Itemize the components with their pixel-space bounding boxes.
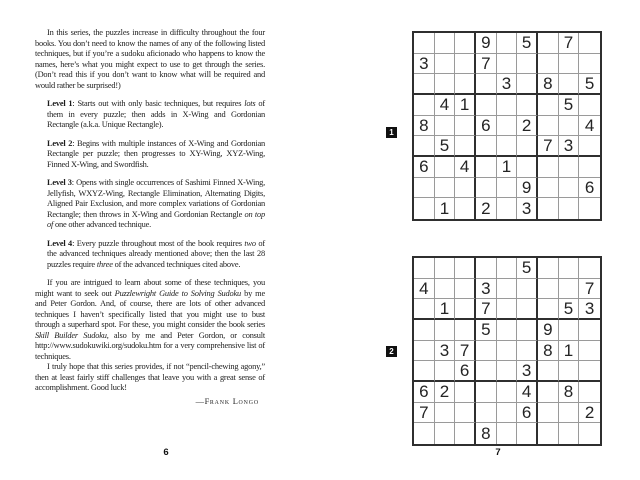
text-segment: of the advanced techniques already mentioned above; then the last 28 puzzles require — [47, 238, 265, 269]
puzzle2-cell-r6c1 — [414, 361, 435, 382]
puzzle2-cell-r3c1 — [414, 299, 435, 320]
puzzle1-cell-r6c1 — [414, 136, 435, 157]
puzzle1-cell-r7c7 — [538, 157, 559, 178]
puzzle2-cell-r6c3: 6 — [455, 361, 476, 382]
puzzle1-cell-r3c4 — [476, 74, 497, 95]
text-segment: : Every puzzle throughout most of the book requires — [72, 238, 245, 248]
puzzle1-cell-r3c3 — [455, 74, 476, 95]
puzzle1-cell-r4c8: 5 — [559, 95, 580, 116]
text-segment: on top of — [47, 209, 265, 229]
puzzle1-cell-r8c1 — [414, 178, 435, 199]
puzzle1-cell-r7c1: 6 — [414, 157, 435, 178]
puzzle2-cell-r8c8 — [559, 403, 580, 424]
puzzle1-cell-r5c9: 4 — [579, 116, 600, 137]
puzzle1-cell-r1c2 — [435, 33, 456, 54]
puzzle2-cell-r8c1: 7 — [414, 403, 435, 424]
puzzle2-cell-r4c1 — [414, 320, 435, 341]
puzzle2-cell-r9c1 — [414, 423, 435, 444]
puzzle1-cell-r2c4: 7 — [476, 54, 497, 75]
puzzle1-cell-r8c7 — [538, 178, 559, 199]
puzzle2-cell-r3c8: 5 — [559, 299, 580, 320]
text-segment: : Begins with multiple instances of X-Wing and Gordonian Rectangle per puzzle; then progresses to XY-Wing, XYZ-Wing, Finned X-Wing, and Swordfish. — [47, 138, 265, 169]
puzzle2-cell-r5c4 — [476, 341, 497, 362]
puzzle2-cell-r5c2: 3 — [435, 341, 456, 362]
puzzle1-cell-r7c2 — [435, 157, 456, 178]
paragraph — [35, 362, 265, 394]
puzzle2-cell-r1c4 — [476, 258, 497, 279]
puzzle1-cell-r8c2 — [435, 178, 456, 199]
puzzle2-cell-r2c6 — [517, 279, 538, 300]
text-segment: Level 1 — [47, 99, 73, 108]
puzzle2-cell-r2c5 — [497, 279, 518, 300]
puzzle1-cell-r2c6 — [517, 54, 538, 75]
puzzle1-cell-r6c6 — [517, 136, 538, 157]
puzzle1-cell-r1c9 — [579, 33, 600, 54]
puzzle1-cell-r1c7 — [538, 33, 559, 54]
puzzle1-cell-r3c9: 5 — [579, 74, 600, 95]
puzzle1-cell-r2c3 — [455, 54, 476, 75]
puzzle2-cell-r4c4: 5 — [476, 320, 497, 341]
puzzle1-cell-r3c6 — [517, 74, 538, 95]
text-segment: In this series, the puzzles increase in difficulty throughout the four books. You don’t need to know the names of any of the following listed techniques, but if you’re a sudoku aficionado who happens to know the names, here’s what you might expect to use to get through the series. (Don’t read this if you don’t want to know what will be required and would rather be surprised!) — [35, 28, 265, 90]
puzzle2-cell-r2c4: 3 — [476, 279, 497, 300]
puzzle2-cell-r1c2 — [435, 258, 456, 279]
puzzle1-cell-r3c5: 3 — [497, 74, 518, 95]
puzzle2-cell-r3c9: 3 — [579, 299, 600, 320]
puzzle2-cell-r6c7 — [538, 361, 559, 382]
puzzle1-cell-r4c5 — [497, 95, 518, 116]
puzzle2-cell-r9c7 — [538, 423, 559, 444]
puzzle2-cell-r2c1: 4 — [414, 279, 435, 300]
puzzle1-cell-r2c1: 3 — [414, 54, 435, 75]
paragraph — [47, 239, 265, 271]
text-segment: I truly hope that this series provides, if not “pencil-chewing agony,” then at least fairly stiff challenges that leave you with a great sense of accomplishment. Good luck! — [35, 362, 265, 392]
puzzle2-cell-r7c3 — [455, 382, 476, 403]
puzzle2-cell-r1c1 — [414, 258, 435, 279]
puzzle2-cell-r3c5 — [497, 299, 518, 320]
puzzle2-cell-r1c7 — [538, 258, 559, 279]
puzzle1-cell-r6c2: 5 — [435, 136, 456, 157]
puzzle1-cell-r5c3 — [455, 116, 476, 137]
text-segment: three — [96, 259, 113, 269]
puzzle2-cell-r6c2 — [435, 361, 456, 382]
puzzle2-cell-r7c8: 8 — [559, 382, 580, 403]
puzzle1-cell-r9c7 — [538, 198, 559, 219]
puzzle1-cell-r9c2: 1 — [435, 198, 456, 219]
puzzle1-cell-r6c4 — [476, 136, 497, 157]
puzzle1-cell-r4c7 — [538, 95, 559, 116]
paragraph — [35, 278, 265, 362]
puzzle1-cell-r5c4: 6 — [476, 116, 497, 137]
text-segment: If you are intrigued to learn about some of these techniques, you might want to seek out — [35, 278, 265, 298]
puzzle1-cell-r4c2: 4 — [435, 95, 456, 116]
puzzle2-cell-r7c1: 6 — [414, 382, 435, 403]
puzzle1-cell-r7c9 — [579, 157, 600, 178]
right-page-number: 7 — [495, 447, 501, 458]
puzzle1-cell-r2c8 — [559, 54, 580, 75]
puzzle1-cell-r4c9 — [579, 95, 600, 116]
puzzle1-cell-r9c8 — [559, 198, 580, 219]
puzzle2-cell-r4c5 — [497, 320, 518, 341]
puzzle2-cell-r4c3 — [455, 320, 476, 341]
puzzle1-cell-r3c2 — [435, 74, 456, 95]
puzzle2-cell-r9c5 — [497, 423, 518, 444]
text-segment: one other advanced technique. — [53, 220, 152, 229]
puzzle1-cell-r2c2 — [435, 54, 456, 75]
puzzle2-cell-r2c2 — [435, 279, 456, 300]
puzzle2-cell-r1c8 — [559, 258, 580, 279]
puzzle2-cell-r9c4: 8 — [476, 423, 497, 444]
puzzle1-cell-r2c9 — [579, 54, 600, 75]
puzzle2-cell-r7c4 — [476, 382, 497, 403]
puzzle1-cell-r5c7 — [538, 116, 559, 137]
puzzle1-cell-r5c5 — [497, 116, 518, 137]
puzzle2-cell-r9c3 — [455, 423, 476, 444]
puzzle2-cell-r1c5 — [497, 258, 518, 279]
puzzle2-cell-r5c5 — [497, 341, 518, 362]
puzzle2-cell-r4c7: 9 — [538, 320, 559, 341]
text-segment: RANK — [209, 399, 231, 406]
puzzle1-cell-r7c8 — [559, 157, 580, 178]
puzzle1-cell-r9c6: 3 — [517, 198, 538, 219]
text-segment: two — [244, 238, 256, 248]
puzzle1-cell-r8c8 — [559, 178, 580, 199]
puzzle2-cell-r5c1 — [414, 341, 435, 362]
puzzle2-cell-r7c6: 4 — [517, 382, 538, 403]
puzzle1-cell-r5c6: 2 — [517, 116, 538, 137]
puzzle2-cell-r4c2 — [435, 320, 456, 341]
puzzle2-cell-r3c3 — [455, 299, 476, 320]
puzzle1-cell-r1c4: 9 — [476, 33, 497, 54]
puzzle2-cell-r2c7 — [538, 279, 559, 300]
puzzle2-cell-r9c8 — [559, 423, 580, 444]
text-segment: of the advanced techniques cited above. — [112, 259, 241, 269]
puzzle2-cell-r7c5 — [497, 382, 518, 403]
text-segment: , also by me and Peter Gordon, or consult http://www.sudokuwiki.org/sudoku.htm for a very comprehensive list of techniques. — [35, 330, 265, 361]
puzzle2-cell-r2c3 — [455, 279, 476, 300]
puzzle1-cell-r3c7: 8 — [538, 74, 559, 95]
author-signature — [35, 397, 265, 409]
text-segment: : Opens with single occurrences of Sashimi Finned X-Wing, Jellyfish, WXYZ-Wing, Rectangle Elimination, Alternating Digits, Aligned Pair Exclusion, and more complex variations of Gordonian Rectangle; then throws in X-Wing and Gordonian Rectangle — [47, 178, 266, 219]
puzzle2-cell-r4c9 — [579, 320, 600, 341]
sudoku-grid-2 — [412, 256, 602, 446]
puzzle1-cell-r9c9 — [579, 198, 600, 219]
text-segment: lots — [244, 99, 256, 108]
puzzle-1-number-badge: 1 — [386, 127, 397, 138]
puzzle1-cell-r1c1 — [414, 33, 435, 54]
puzzle1-cell-r8c9: 6 — [579, 178, 600, 199]
puzzle1-cell-r7c5: 1 — [497, 157, 518, 178]
puzzle2-cell-r3c2: 1 — [435, 299, 456, 320]
puzzle1-cell-r3c1 — [414, 74, 435, 95]
puzzle2-cell-r3c7 — [538, 299, 559, 320]
puzzle2-cell-r1c9 — [579, 258, 600, 279]
puzzle1-cell-r9c3 — [455, 198, 476, 219]
puzzle2-cell-r1c6: 5 — [517, 258, 538, 279]
puzzle1-cell-r6c9 — [579, 136, 600, 157]
puzzle1-cell-r4c6 — [517, 95, 538, 116]
puzzle2-cell-r6c9 — [579, 361, 600, 382]
puzzle1-cell-r1c5 — [497, 33, 518, 54]
text-segment: Puzzlewright Guide to Solving Sudoku — [114, 288, 242, 298]
puzzle2-cell-r4c6 — [517, 320, 538, 341]
puzzle2-cell-r6c6: 3 — [517, 361, 538, 382]
puzzle1-cell-r9c5 — [497, 198, 518, 219]
puzzle2-cell-r1c3 — [455, 258, 476, 279]
puzzle2-cell-r7c9 — [579, 382, 600, 403]
puzzle2-cell-r9c2 — [435, 423, 456, 444]
puzzle2-cell-r8c6: 6 — [517, 403, 538, 424]
text-segment: —F — [195, 396, 210, 406]
puzzle2-cell-r8c5 — [497, 403, 518, 424]
puzzle1-cell-r1c3 — [455, 33, 476, 54]
sudoku-grid-1 — [412, 31, 602, 221]
puzzle1-cell-r7c6 — [517, 157, 538, 178]
puzzle1-cell-r5c2 — [435, 116, 456, 137]
puzzle2-cell-r2c9: 7 — [579, 279, 600, 300]
paragraph — [47, 99, 265, 131]
puzzle2-cell-r8c2 — [435, 403, 456, 424]
puzzle1-cell-r9c1 — [414, 198, 435, 219]
puzzle1-cell-r1c6: 5 — [517, 33, 538, 54]
puzzle2-cell-r6c8 — [559, 361, 580, 382]
puzzle1-cell-r8c3 — [455, 178, 476, 199]
puzzle2-cell-r7c2: 2 — [435, 382, 456, 403]
text-segment: : Starts out with only basic techniques, but requires — [72, 99, 245, 108]
puzzle2-cell-r6c5 — [497, 361, 518, 382]
text-segment: Level 3 — [47, 178, 72, 187]
puzzle2-cell-r8c9: 2 — [579, 403, 600, 424]
puzzle2-cell-r4c8 — [559, 320, 580, 341]
text-segment: Level 4 — [47, 238, 73, 248]
puzzle1-cell-r3c8 — [559, 74, 580, 95]
paragraph — [47, 139, 265, 171]
puzzle2-cell-r9c9 — [579, 423, 600, 444]
puzzle1-cell-r6c8: 3 — [559, 136, 580, 157]
puzzle2-cell-r3c6 — [517, 299, 538, 320]
paragraph — [47, 178, 265, 231]
puzzle-2-number-badge: 2 — [386, 346, 397, 357]
puzzle1-cell-r4c1 — [414, 95, 435, 116]
puzzle1-cell-r2c7 — [538, 54, 559, 75]
text-segment: Skill Builder Sudoku — [35, 330, 107, 340]
puzzle2-cell-r5c3: 7 — [455, 341, 476, 362]
text-segment: Level 2 — [47, 138, 73, 148]
intro-text — [35, 28, 265, 408]
puzzle2-cell-r8c7 — [538, 403, 559, 424]
puzzle1-cell-r8c4 — [476, 178, 497, 199]
puzzle1-cell-r4c3: 1 — [455, 95, 476, 116]
puzzle2-cell-r7c7 — [538, 382, 559, 403]
puzzle2-cell-r8c3 — [455, 403, 476, 424]
text-segment: L — [230, 396, 239, 406]
puzzle1-cell-r2c5 — [497, 54, 518, 75]
puzzle2-cell-r5c8: 1 — [559, 341, 580, 362]
text-segment: by me and Peter Gordon. And, of course, there are lots of other advanced techniques I haven’t specifically listed that you might use to bust through a superhard spot. For these, you might consider the book series — [35, 288, 265, 329]
puzzle2-cell-r6c4 — [476, 361, 497, 382]
puzzle2-cell-r5c6 — [517, 341, 538, 362]
puzzle1-cell-r9c4: 2 — [476, 198, 497, 219]
puzzle1-cell-r7c4 — [476, 157, 497, 178]
text-segment: ONGO — [238, 399, 259, 406]
puzzle1-cell-r6c7: 7 — [538, 136, 559, 157]
puzzle2-cell-r9c6 — [517, 423, 538, 444]
puzzle1-cell-r6c3 — [455, 136, 476, 157]
puzzle1-cell-r5c8 — [559, 116, 580, 137]
puzzle1-cell-r1c8: 7 — [559, 33, 580, 54]
puzzle2-cell-r5c7: 8 — [538, 341, 559, 362]
puzzle1-cell-r5c1: 8 — [414, 116, 435, 137]
puzzle1-cell-r8c6: 9 — [517, 178, 538, 199]
text-segment: of them in every puzzle; then adds in X-Wing and Gordonian Rectangle (a.k.a. Unique Rectangle). — [47, 99, 265, 129]
puzzle1-cell-r8c5 — [497, 178, 518, 199]
puzzle1-cell-r7c3: 4 — [455, 157, 476, 178]
puzzle1-cell-r6c5 — [497, 136, 518, 157]
puzzle2-cell-r5c9 — [579, 341, 600, 362]
puzzle1-cell-r4c4 — [476, 95, 497, 116]
left-page-number: 6 — [163, 447, 169, 458]
puzzle2-cell-r3c4: 7 — [476, 299, 497, 320]
puzzle2-cell-r2c8 — [559, 279, 580, 300]
puzzle2-cell-r8c4 — [476, 403, 497, 424]
paragraph — [35, 28, 265, 91]
